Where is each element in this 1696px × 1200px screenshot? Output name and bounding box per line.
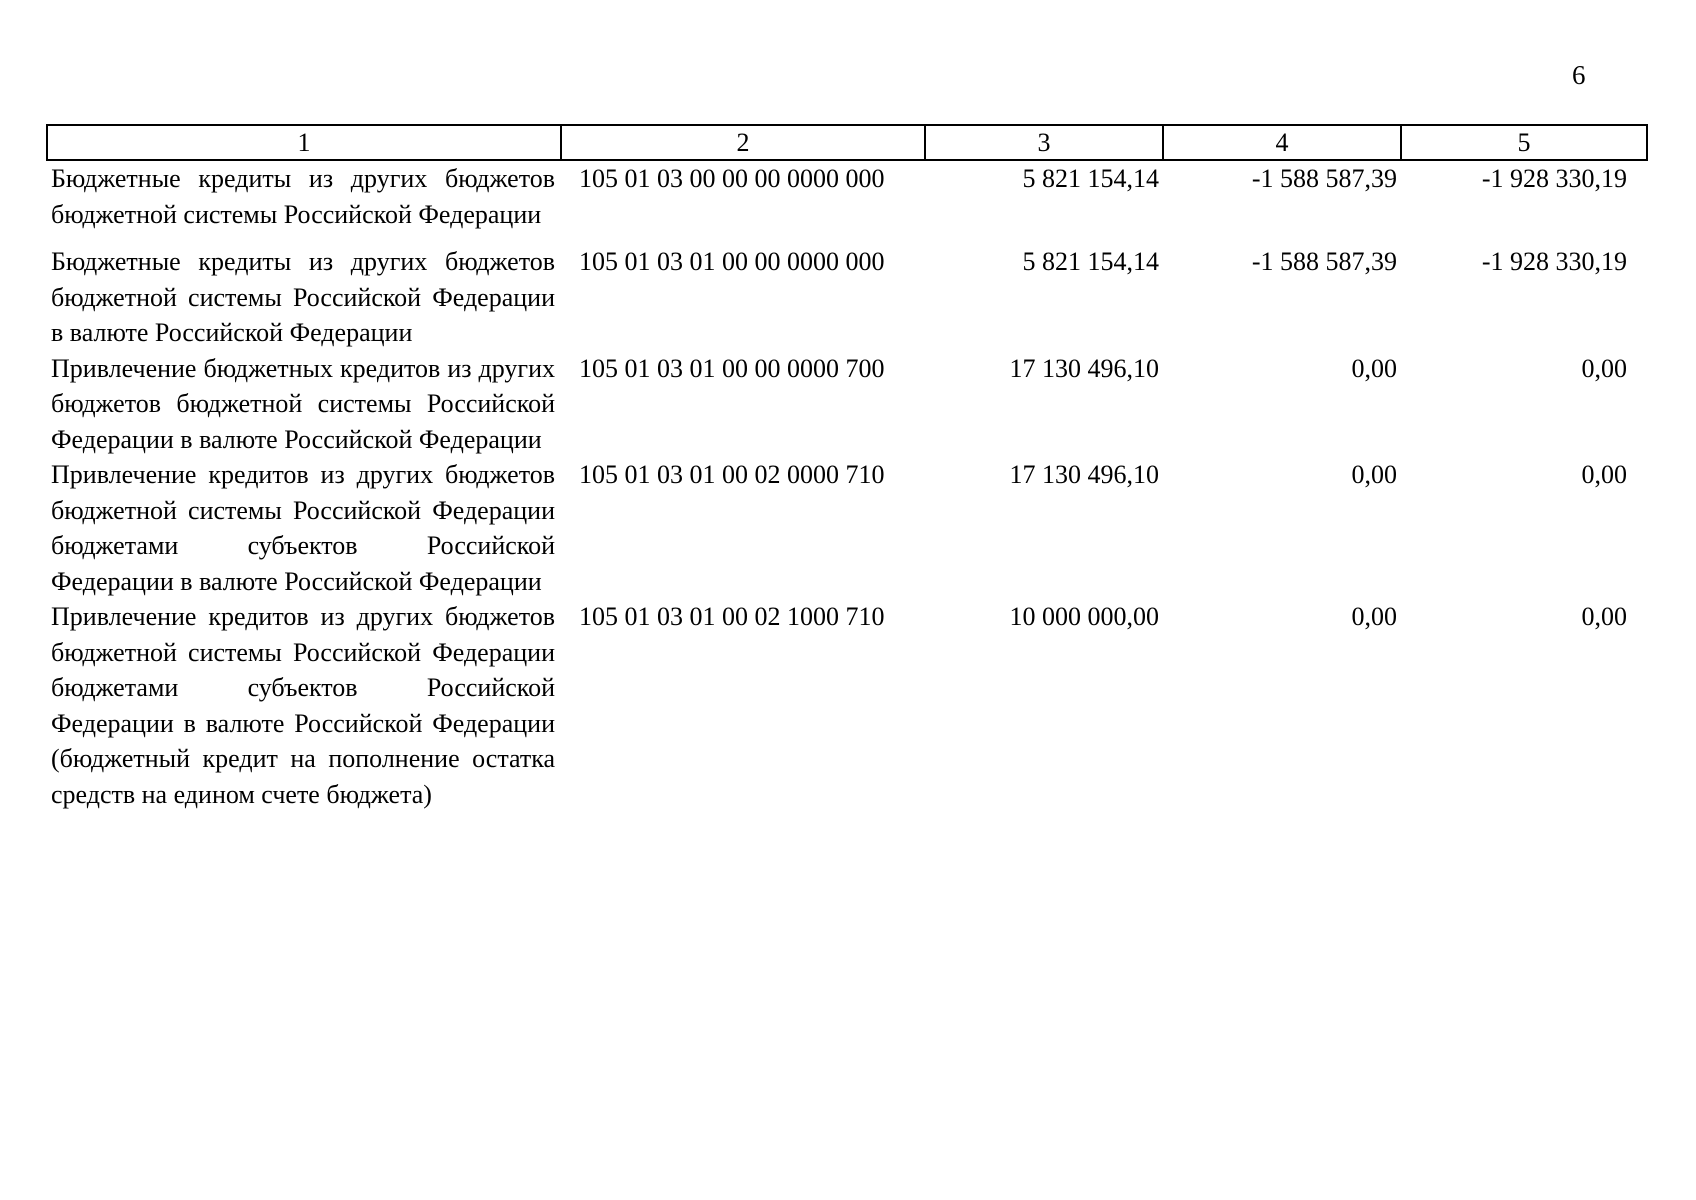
row-code: 105 01 03 01 00 00 0000 700 bbox=[579, 353, 885, 383]
row-value-3: 17 130 496,10 bbox=[1009, 460, 1159, 489]
row-value-5: -1 928 330,19 bbox=[1481, 247, 1627, 276]
row-name: Бюджетные кредиты из других бюджетов бюджетной системы Российской Федерации bbox=[51, 164, 555, 229]
row-code: 105 01 03 00 00 00 0000 000 bbox=[579, 164, 885, 193]
column-header-1: 1 bbox=[47, 125, 561, 160]
row-name: Привлечение кредитов из других бюджетов бюджетной системы Российской Федерации бюджетами субъектов Российской Федерации в валюте Российской Федерации (бюджетный кредит на пополнение остатка средств на едином счете бюджета) bbox=[51, 602, 555, 809]
row-name: Бюджетные кредиты из других бюджетов бюджетной системы Российской Федерации в валюте Российской Федерации bbox=[51, 247, 555, 347]
table-row bbox=[47, 160, 1647, 244]
column-header-3: 3 bbox=[925, 125, 1163, 160]
row-value-4: 0,00 bbox=[1351, 460, 1397, 489]
row-code: 105 01 03 01 00 02 1000 710 bbox=[579, 602, 885, 631]
table-header-row bbox=[47, 125, 1647, 160]
row-value-4: -1 588 587,39 bbox=[1251, 164, 1397, 193]
table-row bbox=[47, 599, 1647, 812]
row-code: 105 01 03 01 00 00 0000 000 bbox=[579, 247, 885, 276]
budget-table bbox=[46, 124, 1648, 812]
table-row bbox=[47, 351, 1647, 458]
row-value-3: 17 130 496,10 bbox=[1009, 353, 1159, 383]
row-value-5: -1 928 330,19 bbox=[1481, 164, 1627, 193]
row-name: Привлечение бюджетных кредитов из других бюджетов бюджетной системы Российской Федерации в валюте Российской Федерации bbox=[51, 353, 555, 454]
row-value-3: 10 000 000,00 bbox=[1009, 602, 1159, 631]
row-value-4: -1 588 587,39 bbox=[1251, 247, 1397, 276]
column-header-5: 5 bbox=[1401, 125, 1647, 160]
row-value-3: 5 821 154,14 bbox=[1022, 164, 1159, 193]
row-value-4: 0,00 bbox=[1351, 602, 1397, 631]
column-header-4: 4 bbox=[1163, 125, 1401, 160]
row-code: 105 01 03 01 00 02 0000 710 bbox=[579, 460, 885, 489]
row-name: Привлечение кредитов из других бюджетов бюджетной системы Российской Федерации бюджетами субъектов Российской Федерации в валюте Российской Федерации bbox=[51, 460, 555, 596]
column-header-2: 2 bbox=[561, 125, 925, 160]
row-value-3: 5 821 154,14 bbox=[1022, 247, 1159, 276]
table-row bbox=[47, 244, 1647, 351]
row-value-5: 0,00 bbox=[1581, 353, 1627, 383]
row-value-5: 0,00 bbox=[1581, 602, 1627, 631]
table-row bbox=[47, 457, 1647, 599]
row-value-4: 0,00 bbox=[1351, 353, 1397, 383]
row-value-5: 0,00 bbox=[1581, 460, 1627, 489]
page-number: 6 bbox=[1572, 60, 1586, 90]
